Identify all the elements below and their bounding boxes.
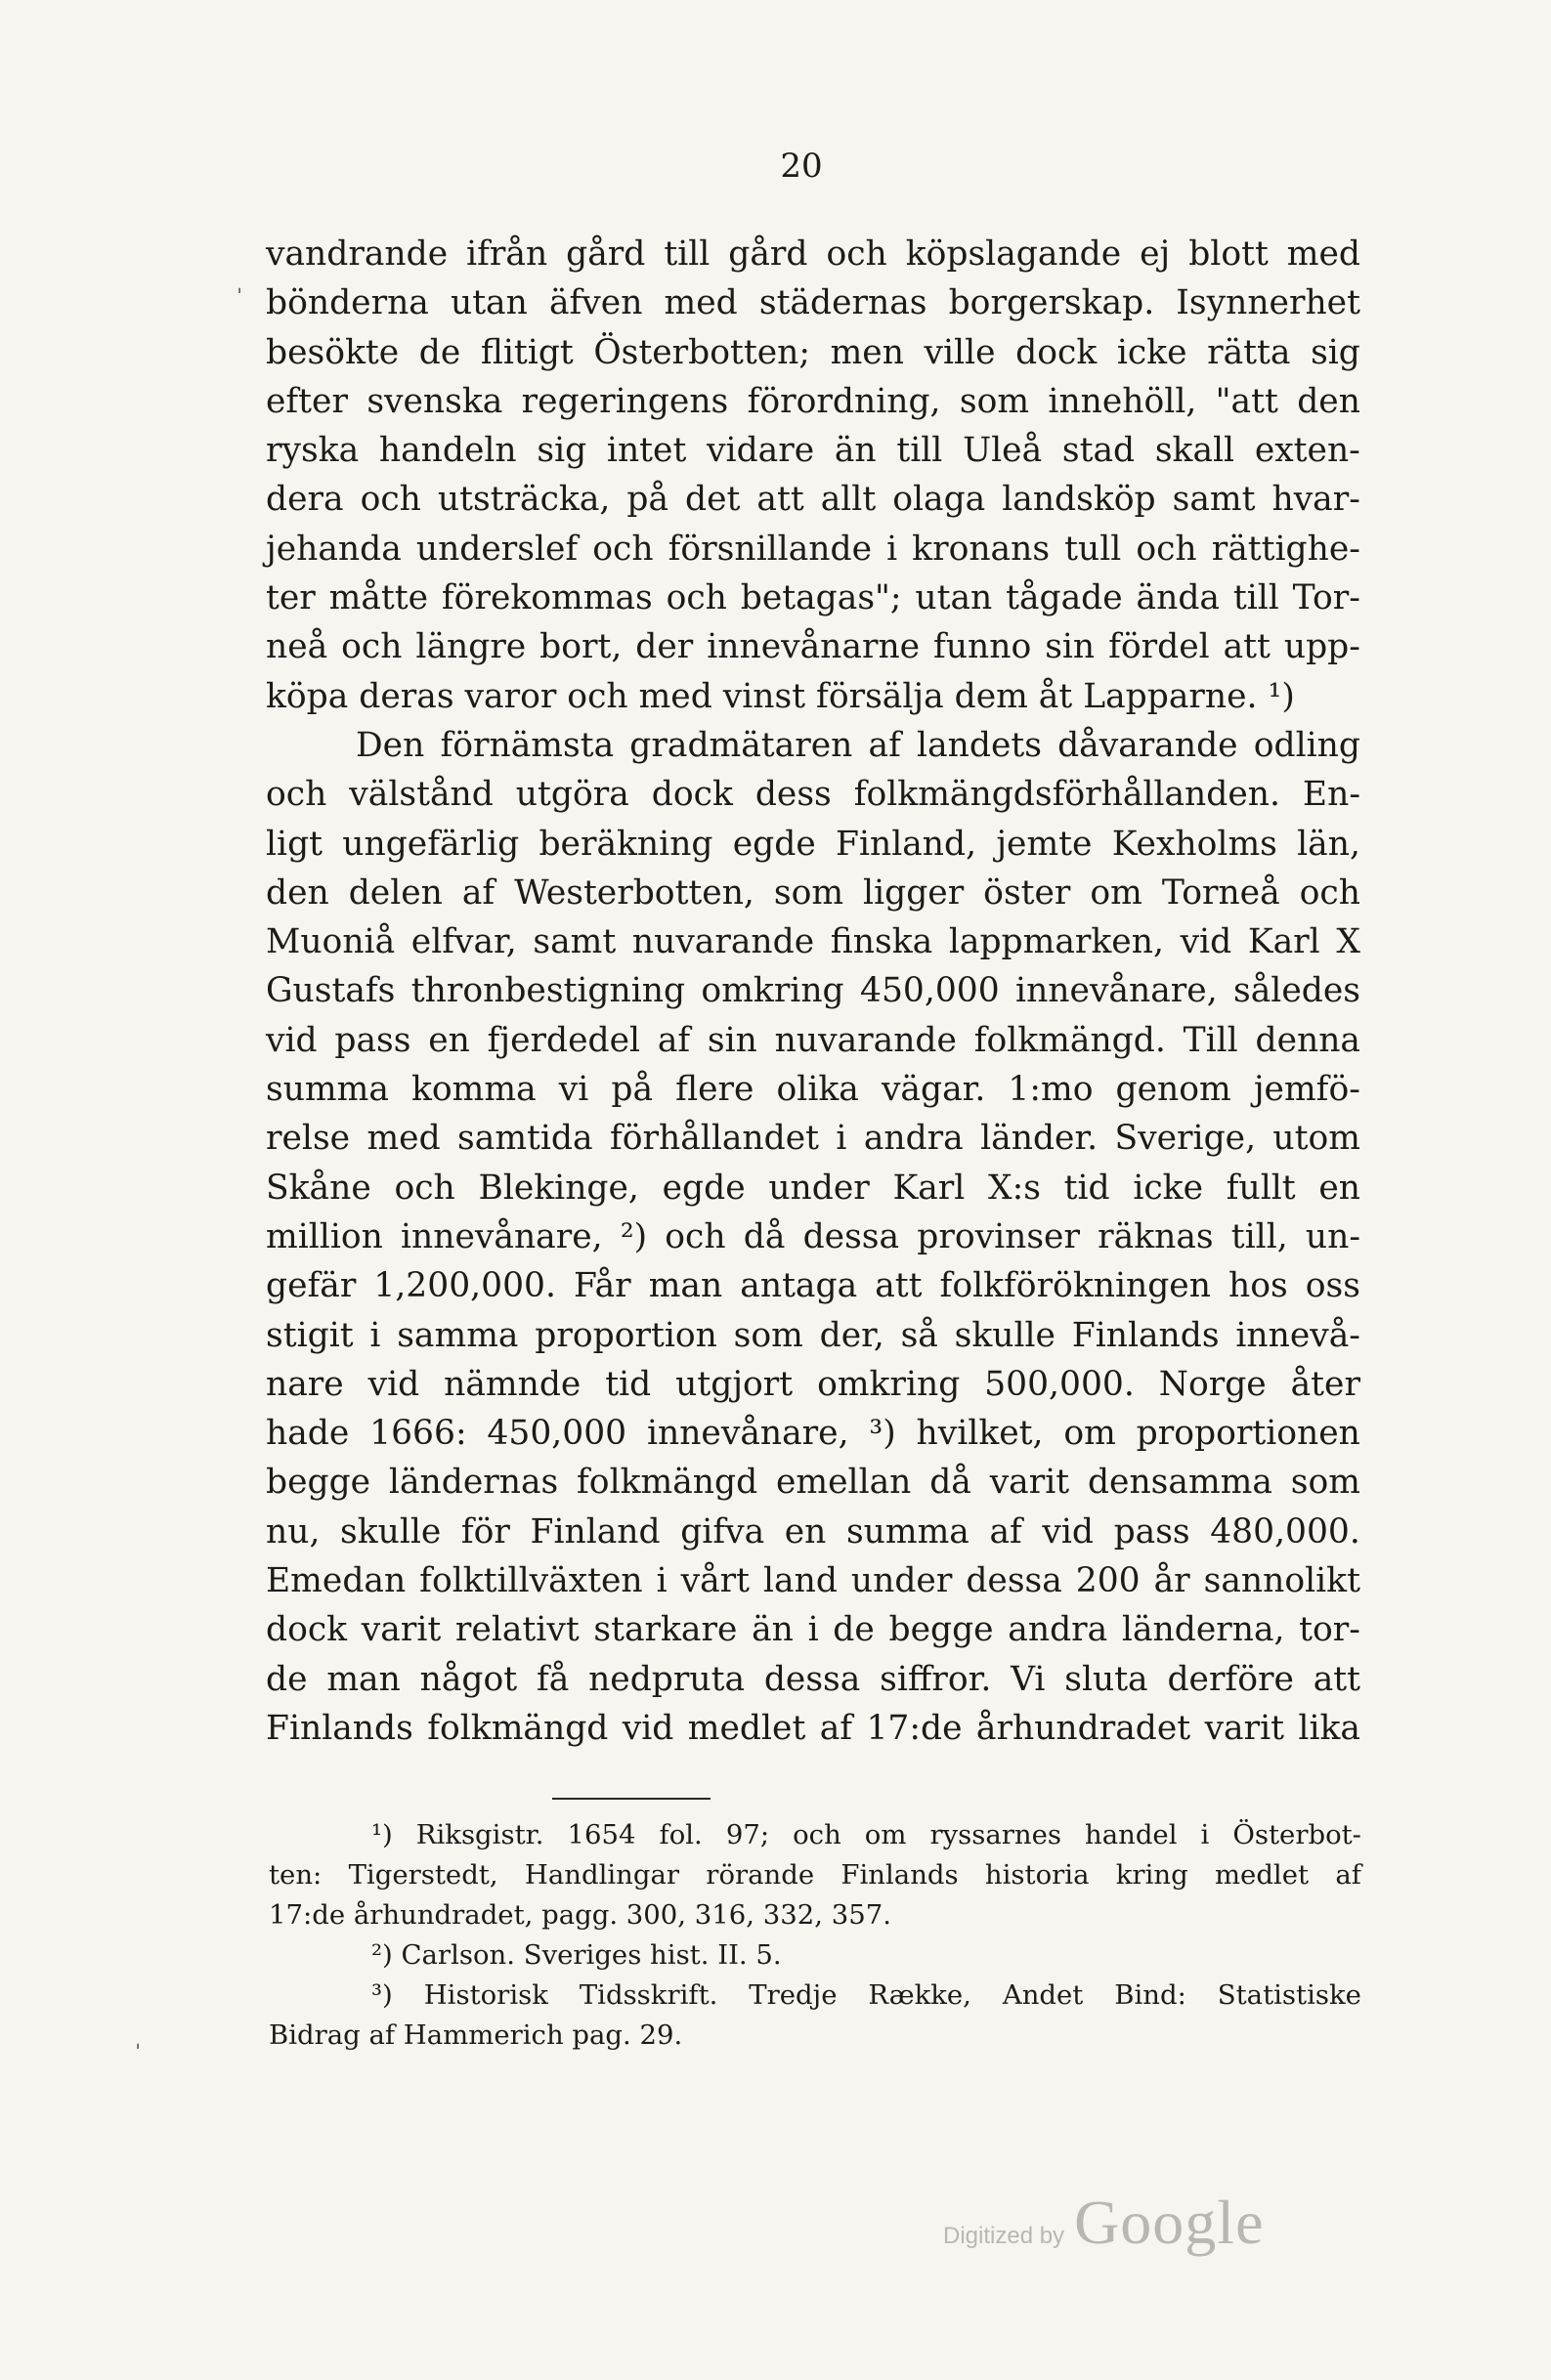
body-line: besökte de flitigt Österbotten; men ville dock icke rätta sig — [266, 332, 1360, 372]
footnotes — [269, 1815, 1361, 2056]
body-line: begge ländernas folkmängd emellan då varit densamma som — [266, 1463, 1360, 1503]
body-line: vandrande ifrån gård till gård och köpslagande ej blott med — [266, 234, 1360, 274]
body-line: Emedan folktillväxten i vårt land under dessa 200 år sannolikt — [266, 1561, 1360, 1601]
body-line: dock varit relativt starkare än i de begge andra länderna, tor- — [266, 1610, 1360, 1650]
body-line: Muoniå elfvar, samt nuvarande finska lappmarken, vid Karl X — [266, 922, 1360, 962]
footnote-line: ¹) Riksgistr. 1654 fol. 97; och om ryssarnes handel i Österbot- — [371, 1819, 1361, 1850]
margin-tick-top: ˌ — [237, 272, 243, 296]
body-line: ter måtte förekommas och betagas"; utan tågade ända till Tor- — [266, 578, 1360, 618]
body-line: nu, skulle för Finland gifva en summa af vid pass 480,000. — [266, 1511, 1360, 1551]
body-line: Finlands folkmängd vid medlet af 17:de århundradet varit lika — [266, 1708, 1360, 1748]
body-line: Den förnämsta gradmätaren af landets dåvarande odling — [356, 725, 1360, 765]
body-line: bönderna utan äfven med städernas borgerskap. Isynnerhet — [266, 283, 1360, 323]
body-line: nare vid nämnde tid utgjort omkring 500,000. Norge åter — [266, 1364, 1360, 1404]
footnote-line: ³) Historisk Tidsskrift. Tredje Række, Andet Bind: Statistiske — [371, 1979, 1361, 2011]
page-number: 20 — [780, 147, 823, 186]
body-text — [266, 230, 1360, 1753]
body-line: den delen af Westerbotten, som ligger öster om Torneå och — [266, 872, 1360, 913]
body-line: efter svenska regeringens förordning, som innehöll, "att den — [266, 381, 1360, 421]
watermark-prefix: Digitized by — [943, 2223, 1065, 2249]
footnote-line: ten: Tigerstedt, Handlingar rörande Finlands historia kring medlet af — [269, 1859, 1361, 1891]
body-line: de man något få nedpruta dessa siffror. Vi sluta derföre att — [266, 1659, 1360, 1699]
body-line: gefär 1,200,000. Får man antaga att folkförökningen hos oss — [266, 1266, 1360, 1306]
body-line: Gustafs thronbestigning omkring 450,000 innevånare, således — [266, 971, 1360, 1011]
body-line: dera och utsträcka, på det att allt olaga landsköp samt hvar- — [266, 480, 1360, 520]
body-line: neå och längre bort, der innevånarne funno sin fördel att upp- — [266, 627, 1360, 667]
body-line: ligt ungefärlig beräkning egde Finland, jemte Kexholms län, — [266, 824, 1360, 864]
google-logo: Google — [1074, 2188, 1265, 2257]
body-line: stigit i samma proportion som der, så skulle Finlands innevå- — [266, 1315, 1360, 1355]
margin-tick-bottom: ˌ — [135, 2027, 142, 2052]
footnote-line: 17:de århundradet, pagg. 300, 316, 332, 357. — [269, 1899, 891, 1931]
body-line: ryska handeln sig intet vidare än till Uleå stad skall exten- — [266, 431, 1360, 471]
footnote-line: Bidrag af Hammerich pag. 29. — [269, 2019, 683, 2051]
body-line: jehanda underslef och försnillande i kronans tull och rättighe- — [266, 529, 1360, 569]
body-line: vid pass en fjerdedel af sin nuvarande folkmängd. Till denna — [266, 1020, 1360, 1060]
footnote-divider — [552, 1798, 711, 1800]
body-line: relse med samtida förhållandet i andra länder. Sverige, utom — [266, 1119, 1360, 1159]
footnote-line: ²) Carlson. Sveriges hist. II. 5. — [371, 1939, 782, 1971]
body-line: och välstånd utgöra dock dess folkmängdsförhållanden. En- — [266, 775, 1360, 815]
body-line: million innevånare, ²) och då dessa provinser räknas till, un- — [266, 1216, 1360, 1256]
digitization-watermark — [943, 2187, 1264, 2259]
body-line: köpa deras varor och med vinst försälja dem åt Lapparne. ¹) — [266, 676, 1295, 716]
body-line: hade 1666: 450,000 innevånare, ³) hvilket, om proportionen — [266, 1414, 1360, 1454]
body-line: summa komma vi på flere olika vägar. 1:mo genom jemfö- — [266, 1070, 1360, 1110]
body-line: Skåne och Blekinge, egde under Karl X:s tid icke fullt en — [266, 1168, 1360, 1208]
